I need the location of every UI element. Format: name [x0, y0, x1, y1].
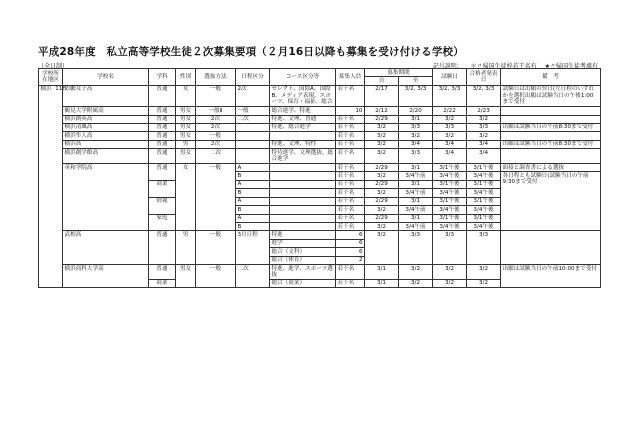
course [270, 164, 336, 172]
remarks [501, 231, 601, 265]
course: 総合（体育） [270, 256, 336, 264]
period-to: 3/3 [399, 149, 433, 164]
period-from: 3/2 [365, 123, 399, 131]
period-from: 3/2 [365, 223, 399, 231]
legend-item-returnee-quota: ＊〃帰国生徒枠若干名有 [470, 63, 537, 70]
header-method: 選抜方法 [196, 69, 236, 86]
announce-date: 3/4 [467, 149, 501, 164]
school-name: 横浜隼人高 [63, 132, 149, 140]
gender: 女 [176, 164, 196, 231]
period-from: 2/29 [365, 214, 399, 222]
remarks: 出願は試験当日の午前10:00まで受付 [501, 265, 601, 288]
quota: 若干名 [336, 265, 365, 280]
quota: 10 [336, 107, 365, 115]
announce-date: 3/2 [467, 265, 501, 280]
period-to: 3/4午前 [399, 189, 433, 197]
period-from: 2/17 [365, 85, 399, 106]
exam-date: 3/3 [433, 123, 467, 131]
announce-date: 3/4 [467, 140, 501, 148]
announce-date: 3/4午後 [467, 223, 501, 231]
quota: 若干名 [336, 206, 365, 214]
quota: 若干名 [336, 279, 365, 287]
schedule: A [236, 214, 270, 222]
quota: 若干名 [336, 149, 365, 164]
schedule: B [236, 189, 270, 197]
period-to: 2/20 [399, 107, 433, 115]
quota: 6 [336, 239, 365, 247]
school-name: 横浜高 [63, 140, 149, 148]
schedule: B [236, 223, 270, 231]
period-to: 3/3 [399, 123, 433, 131]
course: 特進、進学、スポーツ選抜 [270, 265, 336, 280]
table-row [39, 85, 601, 106]
header-subject: 学科 [149, 69, 176, 86]
course [270, 189, 336, 197]
subject: 普通 [149, 164, 176, 181]
course: 特進、文理、普通 [270, 115, 336, 123]
remarks: 試験日は出願の翌日(左日程のいずれかを選択出願は試験当日の午後1:00まで受付 [501, 85, 601, 106]
table-row [39, 123, 601, 131]
gender: 男女 [176, 149, 196, 164]
schedule: A [236, 197, 270, 205]
exam-date: 3/1午後 [433, 164, 467, 172]
exam-date: 3/4午後 [433, 172, 467, 180]
period-from: 3/1 [365, 279, 399, 287]
schedule [236, 140, 270, 148]
header-course: コース区分等 [270, 69, 336, 86]
schedule: 二次 [236, 115, 270, 123]
header-schedule: 日程区分 [236, 69, 270, 86]
course [270, 132, 336, 140]
subject: 家庭 [149, 214, 176, 231]
announce-date: 3/1午後 [467, 164, 501, 172]
announce-date: 3/1午後 [467, 180, 501, 188]
table-row [39, 231, 601, 239]
course: 特待進学、文理選抜、総合進学 [270, 149, 336, 164]
period-from: 2/29 [365, 164, 399, 172]
header-period: 募集期間 [365, 69, 433, 77]
course: セレクト、国際A、国際B、メディア表現、スポーツ、保育・福祉、総合 [270, 85, 336, 106]
school-name: 横浜創英高 [63, 115, 149, 123]
school-name: 横浜商科大学高 [63, 265, 149, 288]
subject: 普通 [149, 115, 176, 123]
method: 一般 [196, 85, 236, 106]
subject: 普通 [149, 85, 176, 106]
period-to: 3/1 [399, 180, 433, 188]
period-to: 3/1 [399, 214, 433, 222]
period-from: 3/2 [365, 132, 399, 140]
exam-date: 3/1午後 [433, 180, 467, 188]
announce-date: 3/4午後 [467, 206, 501, 214]
course [270, 206, 336, 214]
legend-item-returnee-consideration: ★〃帰国生徒考慮有 [544, 63, 598, 70]
period-from: 3/2 [365, 231, 399, 265]
announce-date: 3/3 [467, 123, 501, 131]
quota: 若干名 [336, 223, 365, 231]
period-to: 3/2 [399, 265, 433, 280]
gender: 男女 [176, 115, 196, 123]
gender: 男女 [176, 123, 196, 131]
header-gender: 性別 [176, 69, 196, 86]
subject: 普通 [149, 123, 176, 131]
quota: 若干名 [336, 123, 365, 131]
schedule: 3月日程 [236, 231, 270, 265]
header-exam-date: 試験日 [433, 69, 467, 86]
quota: 若干名 [336, 189, 365, 197]
remarks: 面接と調査書による選抜 [501, 164, 601, 172]
period-to: 3/4午前 [399, 223, 433, 231]
announce-date: 3/2 [467, 279, 501, 287]
course: 特進、文理、特性 [270, 140, 336, 148]
gender: 男女 [176, 265, 196, 288]
method: 二次 [196, 149, 236, 164]
schedule: B [236, 172, 270, 180]
subject: 商業 [149, 180, 176, 197]
schedule: A [236, 180, 270, 188]
legend-label: 記号説明： [432, 63, 463, 70]
exam-date: 3/4午後 [433, 189, 467, 197]
subject: 商業 [149, 279, 176, 287]
table-row [39, 265, 601, 280]
quota: 若干名 [336, 132, 365, 140]
period-from: 3/2 [365, 140, 399, 148]
exam-date: 3/2 [433, 279, 467, 287]
quota: 若干名 [336, 164, 365, 172]
school-name: 白鵬女子高 [63, 85, 149, 106]
quota: 2 [336, 256, 365, 264]
course [270, 214, 336, 222]
schedule [236, 149, 270, 164]
quota: 若干名 [336, 214, 365, 222]
gender: 女 [176, 85, 196, 106]
announce-date: 3/3 [467, 231, 501, 265]
exam-date: 3/3 [433, 231, 467, 265]
subject: 普通 [149, 231, 176, 265]
remarks [501, 149, 601, 164]
subject: 普通 [149, 107, 176, 115]
quota: 若干名 [336, 172, 365, 180]
course [270, 223, 336, 231]
period-from: 2/29 [365, 197, 399, 205]
quota: 6 [336, 248, 365, 256]
announce-date: 3/1午後 [467, 214, 501, 222]
table-row [39, 164, 601, 172]
gender: 男女 [176, 107, 196, 115]
exam-date: 3/2 [433, 132, 467, 140]
course [270, 180, 336, 188]
schedule: A [236, 164, 270, 172]
recruitment-table [38, 68, 601, 288]
exam-date: 3/2 [433, 115, 467, 123]
period-to: 3/1 [399, 197, 433, 205]
course: 総合（文科） [270, 248, 336, 256]
header-district: 学校所在地区 [39, 69, 63, 86]
quota: 若干名 [336, 180, 365, 188]
exam-date: 3/2 [433, 265, 467, 280]
remarks: 出願は試験当日の午前8:30まで受付 [501, 140, 601, 148]
table-row [39, 140, 601, 148]
period-from: 3/2 [365, 149, 399, 164]
period-to: 3/1 [399, 115, 433, 123]
period-to: 3/4 [399, 140, 433, 148]
subject: 普通 [149, 265, 176, 280]
exam-date: 3/4午後 [433, 223, 467, 231]
course: 進学 [270, 239, 336, 247]
method: 2次 [196, 115, 236, 123]
course: 総合進学、特進 [270, 107, 336, 115]
gender: 男 [176, 231, 196, 265]
period-to: 3/4午前 [399, 172, 433, 180]
schedule: B [236, 206, 270, 214]
table-row [39, 132, 601, 140]
quota: 若干名 [336, 197, 365, 205]
period-to: 3/2 [399, 132, 433, 140]
gender: 男女 [176, 132, 196, 140]
header-remarks: 備 考 [501, 69, 601, 86]
gender: 男 [176, 140, 196, 148]
period-from: 2/29 [365, 180, 399, 188]
school-name: 武相高 [63, 231, 149, 265]
method: 一般 [196, 132, 236, 140]
course: 特進 [270, 231, 336, 239]
method: 一般 [196, 164, 236, 231]
schedule [236, 132, 270, 140]
header-school: 学校名 [63, 69, 149, 86]
announce-date: 3/2 [467, 115, 501, 123]
announce-date: 3/4午後 [467, 189, 501, 197]
quota: 若干名 [336, 140, 365, 148]
subject: 普通 [149, 149, 176, 164]
period-from: 3/2 [365, 172, 399, 180]
header-to: 至 [399, 77, 433, 85]
school-name: 横浜創学館高 [63, 149, 149, 164]
schedule: 2次 [236, 85, 270, 106]
exam-date: 3/2, 3/3 [433, 85, 467, 106]
method: 一般 [196, 231, 236, 265]
method: 一般 [196, 265, 236, 288]
exam-date: 2/22 [433, 107, 467, 115]
remarks [501, 132, 601, 140]
period-from: 2/29 [365, 115, 399, 123]
school-name: 鶴見大学附属高 [63, 107, 149, 115]
period-from: 3/2 [365, 206, 399, 214]
school-name: 英和学院高 [63, 164, 149, 231]
announce-date: 3/4午後 [467, 172, 501, 180]
period-from: 3/2 [365, 189, 399, 197]
remarks [501, 107, 601, 115]
district-region: 横浜 [40, 86, 52, 93]
schedule: 二次 [236, 265, 270, 288]
exam-date: 3/1午後 [433, 214, 467, 222]
schedule-type-label: （全日制） [38, 63, 69, 70]
table-row [39, 107, 601, 115]
exam-date: 3/4 [433, 140, 467, 148]
announce-date: 2/23 [467, 107, 501, 115]
remarks: 出願は試験当日の午前8:30まで受付 [501, 123, 601, 131]
method: 2次 [196, 123, 236, 131]
district-cell [39, 85, 68, 288]
exam-date: 3/4午後 [433, 206, 467, 214]
exam-date: 3/4 [433, 149, 467, 164]
period-to: 3/1 [399, 164, 433, 172]
table-row [39, 115, 601, 123]
district-count: 11校 [55, 86, 68, 93]
page-title: 平成28年度 私立高等学校生徒２次募集要項（２月16日以降も募集を受け付ける学校） [38, 46, 464, 58]
remarks [501, 115, 601, 123]
quota: 若干名 [336, 115, 365, 123]
quota: 6 [336, 231, 365, 239]
announce-date: 3/2 [467, 132, 501, 140]
subject: 普通 [149, 140, 176, 148]
period-to: 3/4午前 [399, 206, 433, 214]
header-quota: 募集人員 [336, 69, 365, 86]
header-from: 自 [365, 77, 399, 85]
method: 一般Ⅱ [196, 107, 236, 115]
course: 特進、総合進学 [270, 123, 336, 131]
course: 総合（商業） [270, 279, 336, 287]
schedule: 一般 [236, 107, 270, 115]
remarks: 各日程とも試験日(試験当日の午前9:30まで受付 [501, 172, 601, 231]
school-name: 横浜清風高 [63, 123, 149, 131]
exam-date: 3/1午後 [433, 197, 467, 205]
period-to: 3/3 [399, 231, 433, 265]
method: 2次 [196, 140, 236, 148]
period-from: 2/12 [365, 107, 399, 115]
header-announce: 合格者発表日 [467, 69, 501, 86]
quota: 若干名 [336, 85, 365, 106]
subject: 普通 [149, 132, 176, 140]
course [270, 172, 336, 180]
announce-date: 3/1午後 [467, 197, 501, 205]
announce-date: 3/2, 3/3 [467, 85, 501, 106]
period-to: 3/2 [399, 279, 433, 287]
course [270, 197, 336, 205]
schedule [236, 123, 270, 131]
period-from: 3/1 [365, 265, 399, 280]
subject: 情報 [149, 197, 176, 214]
period-to: 3/2, 3/3 [399, 85, 433, 106]
table-row [39, 149, 601, 164]
